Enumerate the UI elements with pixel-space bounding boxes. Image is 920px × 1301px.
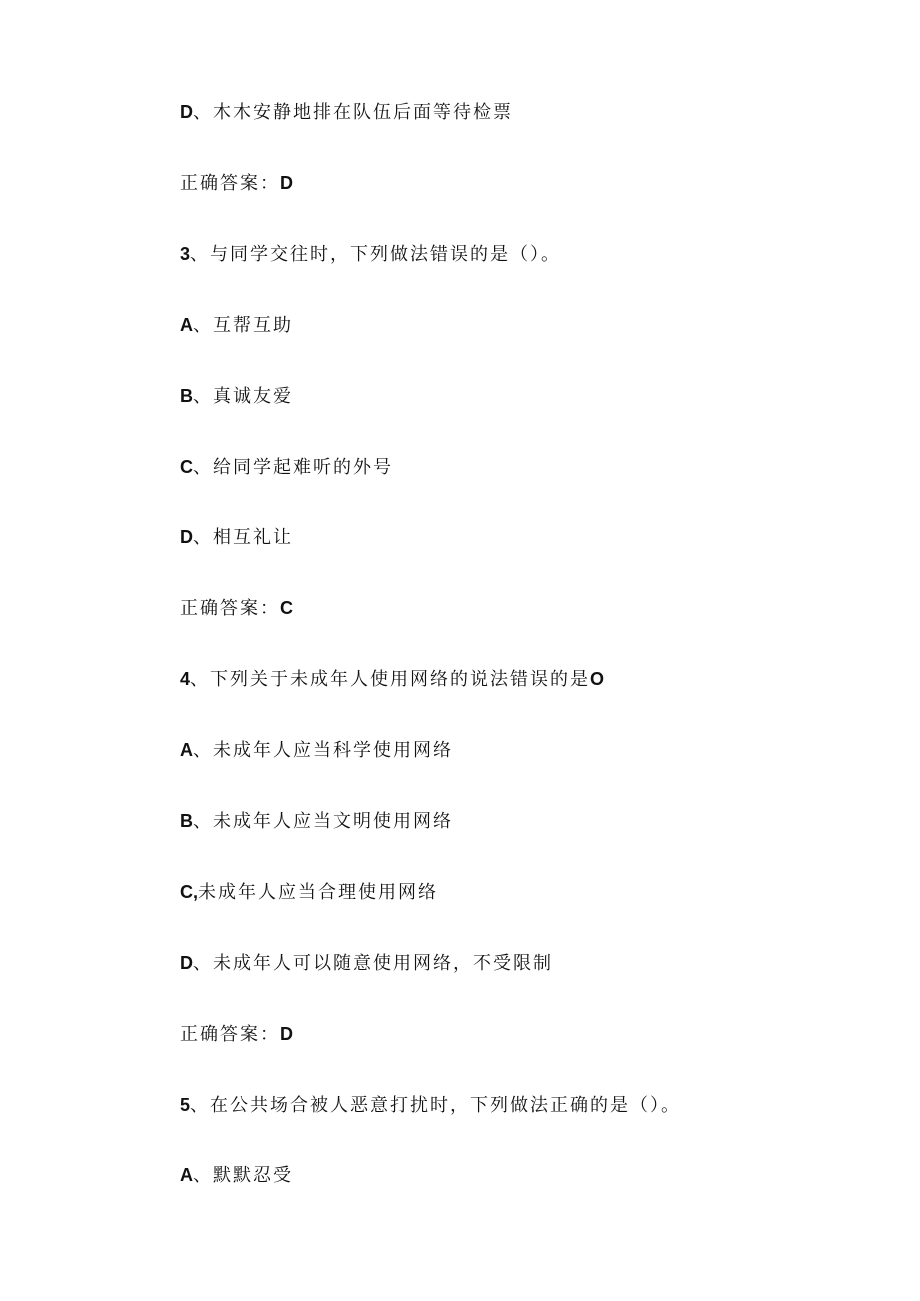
option-line [180, 738, 453, 762]
option-text: 、默默忍受 [193, 1165, 293, 1186]
answer-label: 正确答案： [180, 598, 280, 619]
option-letter: A [180, 740, 193, 760]
option-text: 、未成年人可以随意使用网络，不受限制 [193, 953, 553, 974]
question-number: 3 [180, 244, 191, 264]
option-letter: B [180, 811, 193, 831]
option-letter: D [180, 953, 193, 973]
question-line [180, 1093, 681, 1117]
answer-value: D [280, 173, 293, 193]
question-number: 5 [180, 1095, 191, 1115]
option-letter: C, [180, 882, 198, 902]
option-text: 、未成年人应当文明使用网络 [193, 811, 453, 832]
option-letter: D [180, 527, 193, 547]
option-text: 、给同学起难听的外号 [193, 457, 393, 478]
option-line [180, 880, 438, 904]
option-text: 、互帮互助 [193, 315, 293, 336]
option-line [180, 951, 553, 975]
option-text: 未成年人应当合理使用网络 [198, 882, 438, 903]
question-text: 、下列关于未成年人使用网络的说法错误的是 [190, 669, 591, 690]
question-text: 、在公共场合被人恶意打扰时，下列做法正确的是（）。 [190, 1095, 682, 1116]
question-text: 、与同学交往时，下列做法错误的是（）。 [190, 244, 562, 265]
option-text: 、相互礼让 [193, 527, 293, 548]
option-text: 、未成年人应当科学使用网络 [193, 740, 453, 761]
option-letter: B [180, 386, 193, 406]
answer-value: C [280, 598, 293, 618]
option-line [180, 455, 393, 479]
option-letter: A [180, 315, 193, 335]
answer-label: 正确答案： [180, 173, 280, 194]
option-letter: A [180, 1165, 193, 1185]
option-letter: C [180, 457, 193, 477]
option-line [180, 525, 293, 549]
option-line [180, 100, 513, 124]
answer-label: 正确答案： [180, 1024, 280, 1045]
option-line [180, 384, 293, 408]
answer-value: D [280, 1024, 293, 1044]
question-line [180, 667, 604, 691]
question-line [180, 242, 561, 266]
question-number: 4 [180, 669, 191, 689]
answer-line [180, 171, 293, 195]
option-text: 、真诚友爱 [193, 386, 293, 407]
answer-line [180, 596, 293, 620]
question-tail: O [590, 669, 605, 689]
option-letter: D [180, 102, 193, 122]
option-text: 、木木安静地排在队伍后面等待检票 [193, 102, 513, 123]
answer-line [180, 1022, 293, 1046]
option-line [180, 313, 293, 337]
option-line [180, 1163, 293, 1187]
option-line [180, 809, 453, 833]
